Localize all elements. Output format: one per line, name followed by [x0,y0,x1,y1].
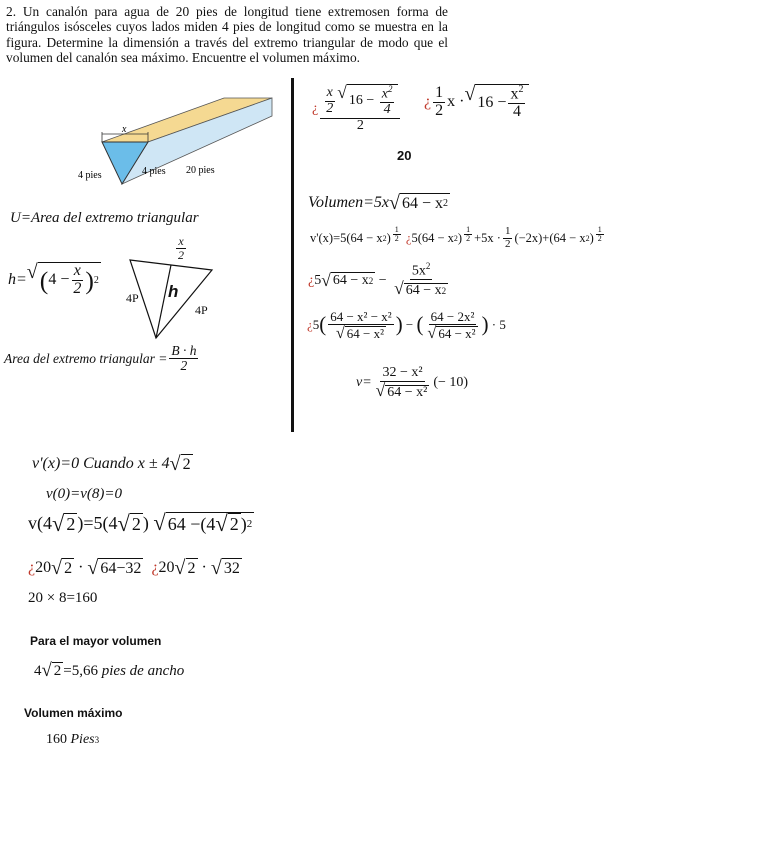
h-exp: 2 [93,274,99,286]
triangle-4p-right: 4P [195,303,208,317]
sub-a: v(4 [28,513,52,534]
step5-tail: (− 10) [433,375,469,391]
deriv-a: v'(x)=5(64 − x [310,230,383,245]
step4-num2: 64 − 2x² [430,309,475,324]
width-a: 4 [34,662,42,679]
eq1-x2b: x [510,85,519,103]
eq1-four2: 4 [512,103,521,121]
step4-equation: ¿ 5 ( $\frac{\text{64 − x² − x²}}{\text{√ 64 − x²}}$ ) − ( $\frac{\text{64 − 2x²}}{\text{√ 64 − x²}}$ ) · 5 [307,309,506,342]
simp-g: · [201,559,207,576]
eq1-left: ¿ $\frac{x}{2}$ √ 16 − $\frac{x^2}{4}$ 2 [312,84,402,134]
eq1-four: 4 [383,102,391,118]
step3-a: 5 [314,272,322,288]
crit-rad: 2 [182,455,191,473]
max-volume-result [46,732,99,748]
tri-top-x: x [178,234,184,248]
simp-e: ¿ [151,559,159,576]
area-num: B · h [171,343,197,358]
deriv-exp1-d: 2 [394,234,399,244]
sub-two-1: 2 [66,513,76,534]
figure-label-4pies-right: 4 pies [142,166,166,177]
twenty-label: 20 [397,148,412,163]
eq1-sixteen2: 16 − [477,93,507,111]
step5-equation: v= $\frac{\text{32 − x²}}{\text{√ 64 − x²}}$ (− 10) [356,365,469,400]
step3-num-sq: 2 [425,261,431,271]
crit-a: v'(x)=0 [32,455,80,472]
eq1-x2exp: 2 [387,84,393,94]
triangle-4p-left: 4P [126,291,139,305]
deriv-sq2: 2 [453,233,458,243]
simp-d: 64−32 [100,559,142,577]
figure-label-4pies-left: 4 pies [78,170,102,181]
volume-equation: Volumen=5x √ 64 − x 2 [308,192,449,214]
heading-max-volume-dim: Para el mayor volumen [30,634,162,648]
deriv-c: ¿ [405,230,412,245]
eq1-xnum: x [326,84,333,100]
step3-den-rad: 64 − x [405,283,442,299]
maxvol-exp: 3 [94,735,100,745]
sub-two-2: 2 [131,513,141,534]
substitution-line: v(4 √ 2 )=5(4 √ 2 ) √ 64 −(4 √ 2 ) 2 [28,510,253,536]
endpoints-line: v(0)=v(8)=0 [46,486,123,502]
step3-sq: 2 [368,276,374,287]
simp-two-2: 2 [187,559,196,577]
eq1-right: ¿ $\frac{1}{2}$ x · √ 16 − $\frac{x^2}{4}$ [424,84,529,121]
simp-f: 20 [158,559,175,576]
simp-two-1: 2 [64,559,73,577]
width-b: =5,66 [63,662,99,679]
sub-exp: 2 [246,518,253,531]
width-c: pies de ancho [101,662,185,679]
deriv-half-d: 2 [504,237,511,250]
eq1-half-den: 2 [435,101,444,119]
deriv-exp3-n: 1 [597,225,602,234]
step4-den1: 64 − x² [346,325,385,341]
h-two: 2 [73,279,82,297]
simplification-line: ¿ 20 √ 2 · √ 64−32 ¿ 20 √ 2 · √ 32 [28,557,240,579]
critical-point-line: v'(x)=0 Cuando x ± 4 √ 2 [32,453,191,475]
problem-statement: 2. Un canalón para agua de 20 pies de longitud tiene extremosen forma de triángulos isósceles cuyos lados miden 4 pies de longitud como se muestra en la figura. Determine la dimensión a través del extremo triangular de modo que el volumen del canalón sea máximo. Encuentre el volumen máximo. [6,4,448,66]
step5-lhs: v= [356,375,372,391]
h-lhs: h= [8,270,27,288]
step3-equation: ¿ 5 √ 64 − x 2 − $5x^2$ √ 64 − x 2 [308,261,447,299]
figure-label-20pies: 20 pies [186,165,215,176]
deriv-exp2-n: 1 [466,225,471,234]
deriv-b: ) [386,230,391,245]
deriv-half-n: 1 [504,225,511,237]
deriv-sq1: 2 [382,233,387,243]
product-line: 20 × 8=160 [28,590,98,606]
step4-prefix: ¿ [307,317,313,333]
deriv-exp2-d: 2 [466,234,471,244]
h-four: 4 [48,271,57,289]
h-minus: − [60,271,70,289]
h-formula: h= √ ( 4 − $\frac{x}{2}$ ) 2 [8,261,99,297]
heading-max-volume: Volumen máximo [24,706,123,720]
step4-den2: 64 − x² [438,325,476,341]
maxvol-unit: Pies [70,732,95,747]
step3-rad: 64 − x [332,273,369,289]
vol-exp: 2 [443,198,449,209]
eq1-prefix2: ¿ [424,93,432,111]
step3-prefix: ¿ [308,272,315,288]
step3-den-sq: 2 [441,285,447,296]
step5-den: 64 − x² [387,384,428,400]
eq1-x-dot: x · [447,93,465,111]
step4-a: 5 [312,317,320,333]
crit-b: Cuando [83,455,134,472]
deriv-exp3-d: 2 [597,234,602,244]
eq1-half-num: 1 [435,84,444,102]
width-result: 4 √ 2 =5,66 pies de ancho [34,660,185,681]
step4-tail: · 5 [491,317,506,333]
deriv-f: (−2x)+(64 − x [514,230,586,245]
vol-rad: 64 − x [401,194,444,212]
eq1-x2: x [381,86,388,102]
crit-c: x ± 4 [137,455,170,472]
triangle-h-label: h [168,282,179,301]
sub-b: )=5(4 [77,513,118,534]
column-divider [291,78,294,432]
eq1-sixteen: 16 − [348,93,375,109]
vol-lhs: Volumen=5x [308,194,389,211]
width-two: 2 [53,663,62,680]
eq1-xden: 2 [326,100,334,116]
step5-num: 32 − x² [382,365,423,380]
figure-label-x: x [122,124,127,135]
deriv-e: +5x · [474,230,501,245]
maxvol: 160 [46,732,67,747]
u-definition: U=Area del extremo triangular [10,210,199,226]
h-x: x [73,262,81,279]
simp-h: 32 [223,559,240,577]
tri-top-2: 2 [178,247,184,262]
eq1-x2bexp: 2 [518,84,524,95]
area-den: 2 [180,358,188,374]
eq1-big-den: 2 [356,118,364,134]
sub-two-3: 2 [229,514,239,535]
trough-figure [72,92,282,192]
deriv-sq3: 2 [585,233,590,243]
sub-c: ) [142,513,149,534]
deriv-exp1-n: 1 [394,225,399,234]
simp-a: ¿ [28,559,36,576]
sub-d: 64 −(4 [167,513,216,534]
deriv-d: 5(64 − x [411,230,454,245]
step4-num1: 64 − x² − x² [330,309,392,324]
eq1-prefix: ¿ [312,100,319,116]
sub-e: ) [240,513,247,534]
area-formula [4,344,200,373]
simp-b: 20 [35,559,52,576]
area-lhs: Area del extremo triangular = [4,350,168,366]
simp-c: · [78,559,84,576]
derivative-line: v'(x)=5(64 − x 2 ) $\frac{1}{2}$ ¿ 5(64 − x 2 ) $\frac{1}{2}$ +5x · $\frac{1}{2}$ (−2x)+(64 − x 2 ) $\frac{1}{2}$ [310,225,602,250]
step3-num: 5x [411,263,426,279]
